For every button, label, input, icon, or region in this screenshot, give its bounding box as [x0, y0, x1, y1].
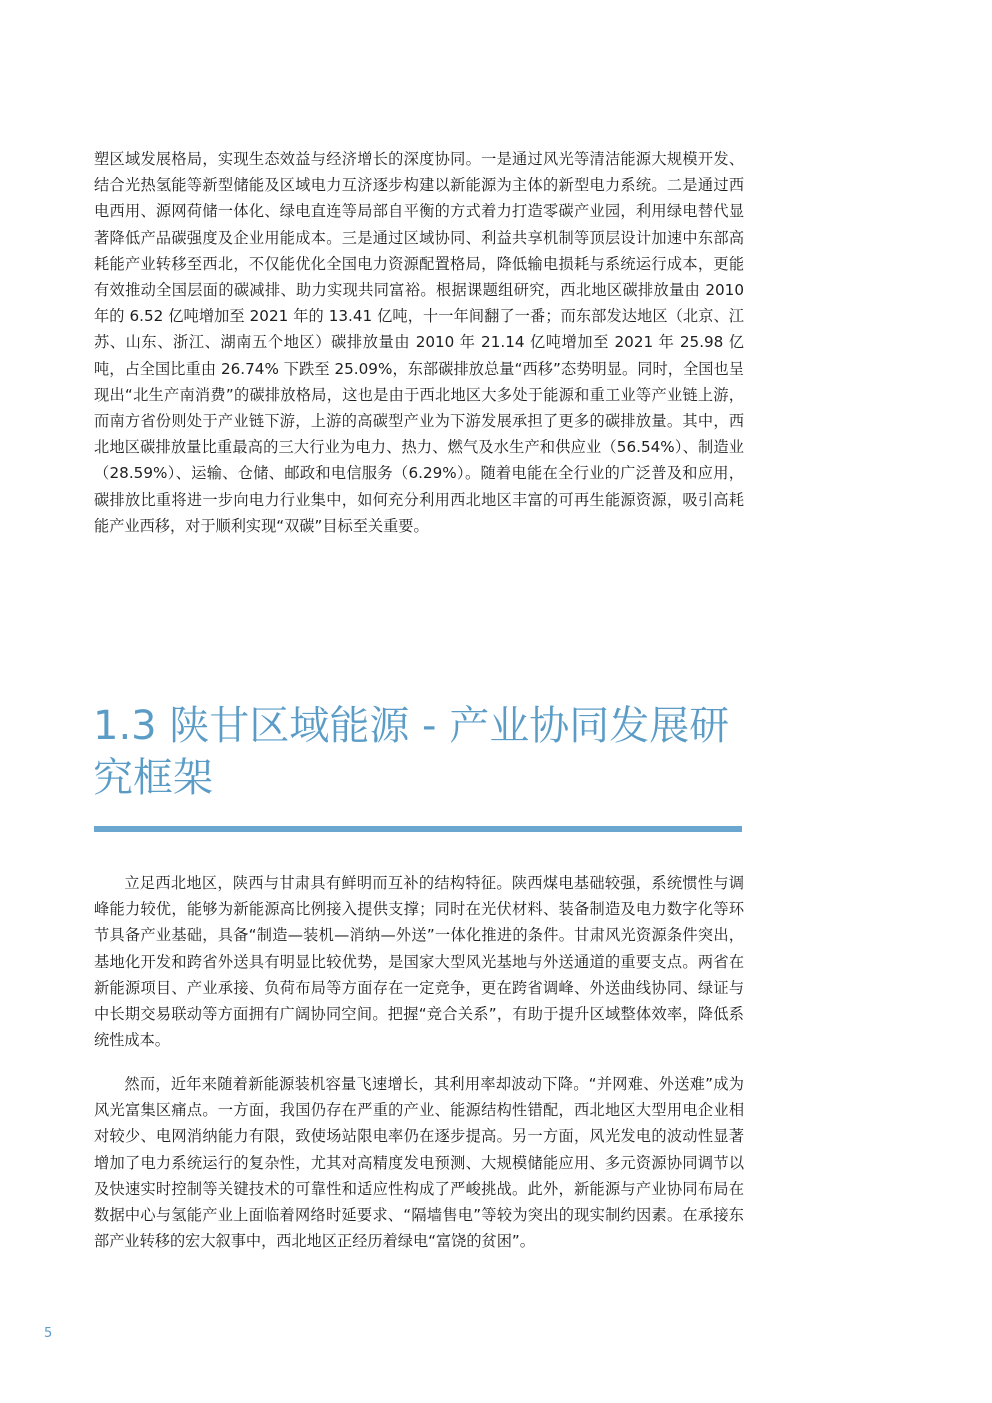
- section-heading: 1.3 陕甘区域能源 - 产业协同发展研究框架: [93, 703, 730, 801]
- body-paragraph-2: 立足西北地区，陕西与甘肃具有鲜明而互补的结构特征。陕西煤电基础较强，系统惯性与调峰能力较优，能够为新能源高比例接入提供支撑；同时在光伏材料、装备制造及电力数字化等环节具备产业基础，具备“制造—装机—消纳—外送”一体化推进的条件。甘肃风光资源条件突出，基地化开发和跨省外送具有明显比较优势，是国家大型风光基地与外送通道的重要支点。两省在新能源项目、产业承接、负荷布局等方面存在一定竞争，更在跨省调峰、外送曲线协同、绿证与中长期交易联动等方面拥有广阔协同空间。把握“竞合关系”，有助于提升区域整体效率，降低系统性成本。: [94, 874, 744, 1050]
- page-number: 5: [44, 1326, 53, 1341]
- body-paragraph-1: 塑区域发展格局，实现生态效益与经济增长的深度协同。一是通过风光等清洁能源大规模开发、结合光热氢能等新型储能及区域电力互济逐步构建以新能源为主体的新型电力系统。二是通过西电西用、源网荷储一体化、绿电直连等局部自平衡的方式着力打造零碳产业园，利用绿电替代显著降低产品碳强度及企业用能成本。三是通过区域协同、利益共享机制等顶层设计加速中东部高耗能产业转移至西北，不仅能优化全国电力资源配置格局，降低输电损耗与系统运行成本，更能有效推动全国层面的碳减排、助力实现共同富裕。根据课题组研究，西北地区碳排放量由 2010 年的 6.52 亿吨增加至 2021 年的 13.41 亿吨，十一年间翻了一番；而东部发达地区（北京、江苏、山东、浙江、湖南五个地区）碳排放量由 2010 年 21.14 亿吨增加至 2021 年 25.98 亿吨，占全国比重由 26.74% 下跌至 25.09%，东部碳排放总量“西移”态势明显。同时，全国也呈现出“北生产南消费”的碳排放格局，这也是由于西北地区大多处于能源和重工业等产业链上游，而南方省份则处于产业链下游，上游的高碳型产业为下游发展承担了更多的碳排放量。其中，西北地区碳排放量比重最高的三大行业为电力、热力、燃气及水生产和供应业（56.54%）、制造业（28.59%）、运输、仓储、邮政和电信服务（6.29%）。随着电能在全行业的广泛普及和应用，碳排放比重将进一步向电力行业集中，如何充分利用西北地区丰富的可再生能源资源，吸引高耗能产业西移，对于顺利实现“双碳”目标至关重要。: [94, 150, 744, 535]
- heading-underline-rule: [94, 826, 742, 832]
- body-paragraph-3: 然而，近年来随着新能源装机容量飞速增长，其利用率却波动下降。“并网难、外送难”成为风光富集区痛点。一方面，我国仍存在严重的产业、能源结构性错配，西北地区大型用电企业相对较少、电网消纳能力有限，致使场站限电率仍在逐步提高。另一方面，风光发电的波动性显著增加了电力系统运行的复杂性，尤其对高精度发电预测、大规模储能应用、多元资源协同调节以及快速实时控制等关键技术的可靠性和适应性构成了严峻挑战。此外，新能源与产业协同布局在数据中心与氢能产业上面临着网络时延要求、“隔墙售电”等较为突出的现实制约因素。在承接东部产业转移的宏大叙事中，西北地区正经历着绿电“富饶的贫困”。: [94, 1075, 744, 1251]
